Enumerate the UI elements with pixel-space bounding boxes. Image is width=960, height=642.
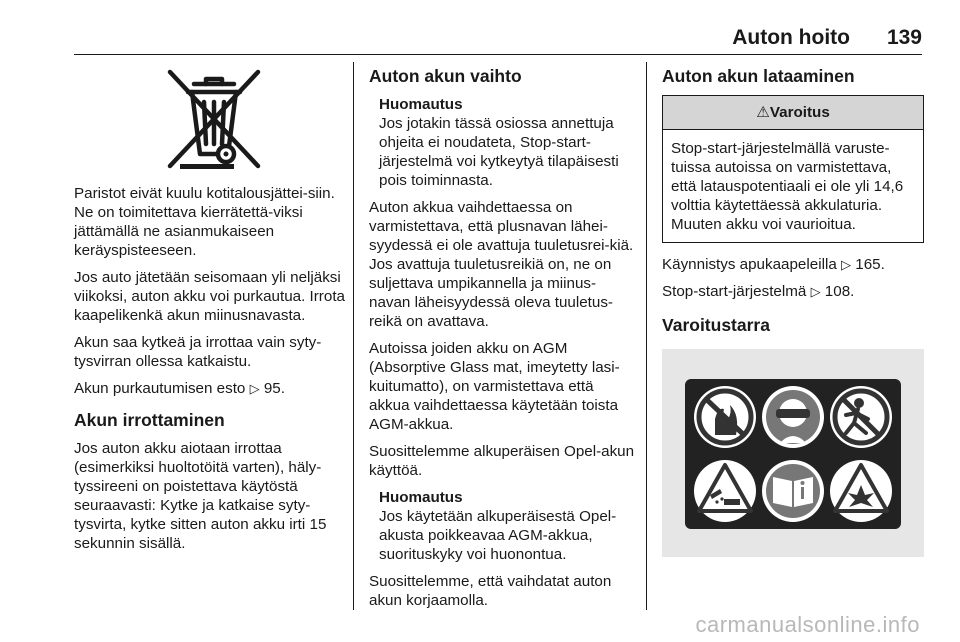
agm-text: Autoissa joiden akku on AGM (Absorptive Glass mat, imeytetty lasi-kuitumatto), on varmistettava että akkua vaihdettaessa käytetään toista AGM-akkua. — [369, 340, 620, 433]
column-middle — [369, 66, 635, 618]
workshop-text: Suosittelemme, että vaihdatat auton akun korjaamolla. — [369, 573, 612, 609]
watermark: carmanualsonline.info — [695, 612, 920, 637]
vent-holes-text: Auton akkua vaihdettaessa on varmistettava, että plusnavan lähei-syydessä ei ole avattuja tuuletusrei-kiä. Jos avattuja tuuletusreikiä on, ne on suljettava umpikannella ja miinus-navan läheisyydessä oleva tuuletus-reikä on avattava. — [369, 199, 634, 330]
stop-start-xref-line — [662, 282, 924, 301]
genuine-battery-text: Suosittelemme alkuperäisen Opel-akun käyttöä. — [369, 443, 635, 479]
disconnect-text: Jos auton akku aiotaan irrottaa (esimerkiksi huoltotöitä varten), häly-tyssireeni on poistettava käytöstä seuraavasti: Kytke ja katkaise syty-tysvirta, kytke sitten auton akku irti 15 sekunnin sisällä. — [74, 440, 327, 552]
page-header-title: Auton hoito — [732, 26, 850, 49]
column-divider-left — [353, 62, 354, 610]
xref-page-link[interactable]: 95. — [263, 380, 285, 397]
discharge-xref-line — [74, 379, 346, 398]
xref-page-link[interactable]: 165. — [855, 256, 885, 273]
eye-protection-icon — [762, 386, 824, 448]
warning-body: Stop-start-järjestelmällä varuste-tuissa autoissa on varmistettava, että latauspotentiaali ei ole yli 14,6 volttia käytettäessä akkulaturia. Muuten akku voi vaurioitua. — [671, 140, 904, 233]
note-body: Jos jotakin tässä osiossa annettuja ohjeita ei noudateta, Stop-start-järjestelmä voi kytkeytyä tilapäisesti pois toiminnasta. — [379, 115, 619, 189]
warning-box — [662, 95, 924, 243]
xref-text: Stop-start-järjestelmä — [662, 283, 807, 300]
note-block — [379, 488, 635, 564]
column-divider-right — [646, 62, 647, 610]
read-manual-icon — [762, 460, 824, 522]
triangle-arrow-icon: ▷ — [841, 257, 852, 272]
no-fire-icon — [694, 386, 756, 448]
note-block — [379, 95, 635, 190]
column-left — [74, 66, 346, 561]
triangle-arrow-icon: ▷ — [810, 284, 821, 299]
xref-text: Käynnistys apukaapeleilla — [662, 256, 837, 273]
storage-text: Jos auto jätetään seisomaan yli neljäksi viikoksi, auton akku voi purkautua. Irrota kaapelikenkä akun miinusnavasta. — [74, 269, 345, 324]
warning-header — [663, 96, 923, 130]
column-right — [662, 66, 924, 557]
recycling-text: Paristot eivät kuulu kotitalousjättei-siin. Ne on toimitettava kierrätettä-viksi jättämällä ne asianmukaiseen keräyspisteeseen. — [74, 185, 335, 259]
jump-start-xref-line — [662, 255, 924, 274]
section-heading-label: Varoitustarra — [662, 315, 770, 335]
xref-page-link[interactable]: 108. — [824, 283, 855, 300]
section-heading-disconnect: Akun irrottaminen — [74, 410, 225, 430]
explosive-gas-icon — [830, 460, 892, 522]
note-title: Huomautus — [379, 489, 463, 506]
page-number: 139 — [886, 26, 922, 49]
warning-label-image — [662, 349, 924, 557]
header-divider — [74, 54, 922, 55]
keep-children-away-icon — [830, 386, 892, 448]
warning-triangle-icon: ⚠ — [756, 104, 770, 121]
acid-corrosive-icon — [694, 460, 756, 522]
triangle-arrow-icon: ▷ — [249, 381, 260, 396]
note-title: Huomautus — [379, 96, 463, 113]
ignition-text: Akun saa kytkeä ja irrottaa vain syty-tysvirran ollessa katkaistu. — [74, 334, 322, 370]
warning-title: Varoitus — [769, 104, 830, 121]
note-body: Jos käytetään alkuperäisestä Opel-akusta poikkeavaa AGM-akkua, suorituskyky voi huonontua. — [379, 508, 617, 563]
section-heading-charging: Auton akun lataaminen — [662, 66, 855, 86]
xref-text: Akun purkautumisen esto — [74, 380, 246, 397]
section-heading-replace: Auton akun vaihto — [369, 66, 522, 86]
crossed-out-wheelie-bin-icon — [154, 68, 274, 170]
